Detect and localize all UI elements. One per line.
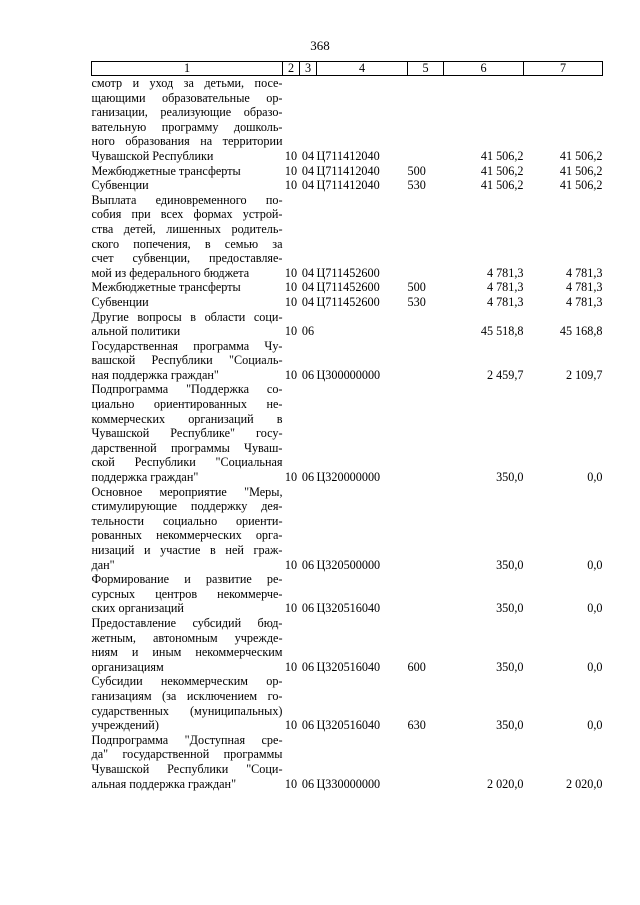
row-name-line: низаций и участие в ней граж- — [91, 543, 283, 557]
col-header-5: 5 — [408, 62, 444, 76]
section-code: 10 — [284, 718, 298, 733]
row-name-line: альной политики — [91, 324, 181, 339]
section-code: 10 — [284, 178, 298, 193]
budget-table — [91, 61, 603, 791]
section-code: 10 — [284, 324, 298, 339]
target-article-code: Ц711452600 — [316, 265, 380, 280]
row-name-line: да" государственной программы — [91, 747, 283, 762]
target-article-code: Ц320516040 — [316, 659, 381, 674]
amount-year-2: 2 109,7 — [565, 367, 603, 382]
row-name-line: Выплата единовременного по- — [91, 192, 283, 207]
amount-year-1: 41 506,2 — [480, 163, 524, 178]
row-name-line: сударственных (муниципальных) — [91, 703, 283, 718]
row-name — [92, 339, 283, 383]
table-row — [92, 310, 603, 339]
section-code: 10 — [284, 163, 298, 178]
row-name-line: Основное мероприятие "Меры, — [91, 484, 283, 499]
target-article-code: Ц320500000 — [316, 557, 381, 572]
row-name-line: Предоставление субсидий бюд- — [91, 615, 283, 630]
amount-year-2: 4 781,3 — [565, 294, 603, 309]
col-header-2: 2 — [283, 62, 300, 76]
target-article-code: Ц711412040 — [316, 148, 380, 163]
section-code: 10 — [284, 280, 298, 295]
expense-type-code — [408, 382, 444, 484]
table-row — [92, 733, 603, 791]
amount-year-1: 350,0 — [496, 718, 524, 733]
row-name-line: вательную программу дошколь- — [91, 119, 283, 134]
amount-year-1: 350,0 — [496, 659, 524, 674]
target-article-code: Ц320516040 — [316, 601, 381, 616]
row-name-line: сурсных центров некоммерче- — [91, 586, 283, 601]
row-name-line: учреждений) — [91, 718, 159, 733]
row-name-line: ганизации, реализующие образо- — [91, 105, 283, 120]
subsection-code: 06 — [301, 601, 315, 616]
target-article-code: Ц711452600 — [316, 294, 380, 309]
row-name-line: жетным, автономным учрежде- — [91, 630, 283, 645]
expense-type-code: 530 — [407, 294, 426, 309]
amount-year-1: 45 518,8 — [480, 324, 524, 339]
amount-year-1: 350,0 — [496, 470, 524, 485]
table-row — [92, 280, 603, 295]
row-name-line: Межбюджетные трансферты — [91, 280, 241, 295]
row-name-line: Государственная программа Чу- — [91, 338, 283, 353]
row-name-line: альная поддержка граждан" — [91, 776, 237, 791]
amount-year-2: 45 168,8 — [559, 324, 603, 339]
row-name-line: циально ориентированных не- — [91, 397, 283, 412]
section-code: 10 — [284, 776, 298, 791]
table-row — [92, 164, 603, 179]
row-name-line: ства детей, лишенных родитель- — [91, 221, 283, 236]
amount-year-2: 0,0 — [587, 601, 603, 616]
row-name — [92, 674, 283, 732]
row-name-line: вашской Республики "Социаль- — [91, 353, 283, 368]
row-name-line: Подпрограмма "Поддержка со- — [91, 382, 283, 397]
amount-year-2: 4 781,3 — [565, 265, 603, 280]
row-name-line: стимулирующие поддержку дея- — [91, 499, 283, 514]
row-name — [92, 178, 283, 193]
table-row — [92, 76, 603, 164]
row-name — [92, 280, 283, 295]
amount-year-2: 41 506,2 — [559, 163, 603, 178]
amount-year-1: 350,0 — [496, 557, 524, 572]
row-name — [92, 485, 283, 573]
target-article-code: Ц300000000 — [316, 367, 381, 382]
table-row — [92, 178, 603, 193]
amount-year-2: 41 506,2 — [559, 178, 603, 193]
row-name-line: Чувашской Республики "Соци- — [91, 761, 283, 776]
row-name-line: Подпрограмма "Доступная сре- — [91, 732, 283, 747]
amount-year-1: 41 506,2 — [480, 178, 524, 193]
subsection-code: 04 — [301, 163, 315, 178]
row-name-line: организациям — [91, 659, 164, 674]
amount-year-1: 350,0 — [496, 601, 524, 616]
expense-type-code — [408, 310, 444, 339]
row-name-line: щающими образовательные ор- — [91, 90, 283, 105]
amount-year-1: 4 781,3 — [486, 294, 524, 309]
table-row — [92, 485, 603, 573]
subsection-code: 06 — [301, 659, 315, 674]
row-name-line: ного образования на территории — [91, 134, 283, 149]
col-header-7: 7 — [524, 62, 603, 76]
row-name — [92, 295, 283, 310]
row-name-line: смотр и уход за детьми, посе- — [91, 76, 283, 90]
amount-year-2: 0,0 — [587, 718, 603, 733]
subsection-code: 06 — [301, 324, 315, 339]
table-row — [92, 339, 603, 383]
row-name — [92, 310, 283, 339]
row-name-line: ских организаций — [91, 601, 184, 616]
expense-type-code — [408, 193, 444, 281]
row-name-line: мой из федерального бюджета — [91, 265, 250, 280]
table-row — [92, 382, 603, 484]
row-name-line: Межбюджетные трансферты — [91, 163, 241, 178]
row-name-line: ная поддержка граждан" — [91, 367, 219, 382]
amount-year-2: 0,0 — [587, 659, 603, 674]
row-name — [92, 76, 283, 164]
amount-year-2: 4 781,3 — [565, 280, 603, 295]
table-row — [92, 572, 603, 616]
row-name-line: поддержка граждан" — [91, 470, 199, 485]
row-name — [92, 164, 283, 179]
row-name-line: дарственной программы Чуваш- — [91, 440, 283, 455]
target-article-code: Ц711452600 — [316, 280, 380, 295]
amount-year-1: 4 781,3 — [486, 265, 524, 280]
section-code: 10 — [284, 601, 298, 616]
section-code: 10 — [284, 367, 298, 382]
row-name-line: Чувашской Республике" госу- — [91, 426, 283, 441]
subsection-code: 04 — [301, 148, 315, 163]
table-row — [92, 674, 603, 732]
section-code: 10 — [284, 659, 298, 674]
row-name-line: Формирование и развитие ре- — [91, 572, 283, 587]
row-name-line: ниям и иным некоммерческим — [91, 645, 283, 660]
target-article-code: Ц320516040 — [316, 718, 381, 733]
row-name-line: ганизациям (за исключением го- — [91, 688, 283, 703]
subsection-code: 06 — [301, 367, 315, 382]
expense-type-code — [408, 76, 444, 164]
row-name — [92, 382, 283, 484]
amount-year-1: 41 506,2 — [480, 148, 524, 163]
expense-type-code: 530 — [407, 178, 426, 193]
amount-year-2: 0,0 — [587, 557, 603, 572]
amount-year-1: 2 459,7 — [486, 367, 524, 382]
expense-type-code: 630 — [407, 718, 426, 733]
subsection-code: 04 — [301, 178, 315, 193]
subsection-code: 06 — [301, 470, 315, 485]
col-header-3: 3 — [300, 62, 317, 76]
section-code: 10 — [284, 557, 298, 572]
amount-year-1: 2 020,0 — [486, 776, 524, 791]
col-header-1: 1 — [92, 62, 283, 76]
amount-year-2: 0,0 — [587, 470, 603, 485]
target-article-code — [317, 310, 408, 339]
expense-type-code: 600 — [407, 659, 426, 674]
row-name — [92, 616, 283, 674]
row-name-line: Другие вопросы в области соци- — [91, 309, 283, 324]
subsection-code: 06 — [301, 776, 315, 791]
page-number: 368 — [310, 38, 330, 53]
row-name-line: рованных некоммерческих орга- — [91, 528, 283, 543]
section-code: 10 — [284, 265, 298, 280]
subsection-code: 06 — [301, 718, 315, 733]
target-article-code: Ц711412040 — [316, 163, 380, 178]
row-name-line: собия при всех формах устрой- — [91, 207, 283, 222]
target-article-code: Ц711412040 — [316, 178, 380, 193]
row-name-line: коммерческих организаций в — [91, 411, 283, 426]
expense-type-code — [408, 339, 444, 383]
amount-year-2: 2 020,0 — [565, 776, 603, 791]
row-name-line: ского попечения, в семью за — [91, 236, 283, 251]
target-article-code: Ц330000000 — [316, 776, 381, 791]
subsection-code: 06 — [301, 557, 315, 572]
row-name-line: Чувашской Республики — [91, 148, 214, 163]
row-name — [92, 733, 283, 791]
table-row — [92, 616, 603, 674]
row-name-line: ской Республики "Социальная — [91, 455, 283, 470]
row-name-line: Субвенции — [91, 294, 149, 309]
row-name-line: счет субвенции, предоставляе- — [91, 251, 283, 266]
row-name-line: дан" — [91, 557, 115, 572]
table-row — [92, 295, 603, 310]
column-number-header — [92, 62, 603, 76]
target-article-code: Ц320000000 — [316, 470, 381, 485]
table-row — [92, 193, 603, 281]
subsection-code: 04 — [301, 280, 315, 295]
section-code: 10 — [284, 294, 298, 309]
expense-type-code — [408, 733, 444, 791]
subsection-code: 04 — [301, 265, 315, 280]
row-name — [92, 193, 283, 281]
expense-type-code: 500 — [407, 163, 426, 178]
col-header-6: 6 — [444, 62, 524, 76]
subsection-code: 04 — [301, 294, 315, 309]
amount-year-1: 4 781,3 — [486, 280, 524, 295]
expense-type-code: 500 — [407, 280, 426, 295]
expense-type-code — [408, 485, 444, 573]
amount-year-2: 41 506,2 — [559, 148, 603, 163]
section-code: 10 — [284, 470, 298, 485]
row-name-line: Субсидии некоммерческим ор- — [91, 674, 283, 689]
row-name-line: Субвенции — [91, 178, 149, 193]
row-name-line: тельности социально ориенти- — [91, 513, 283, 528]
section-code: 10 — [284, 148, 298, 163]
expense-type-code — [408, 572, 444, 616]
row-name — [92, 572, 283, 616]
col-header-4: 4 — [317, 62, 408, 76]
